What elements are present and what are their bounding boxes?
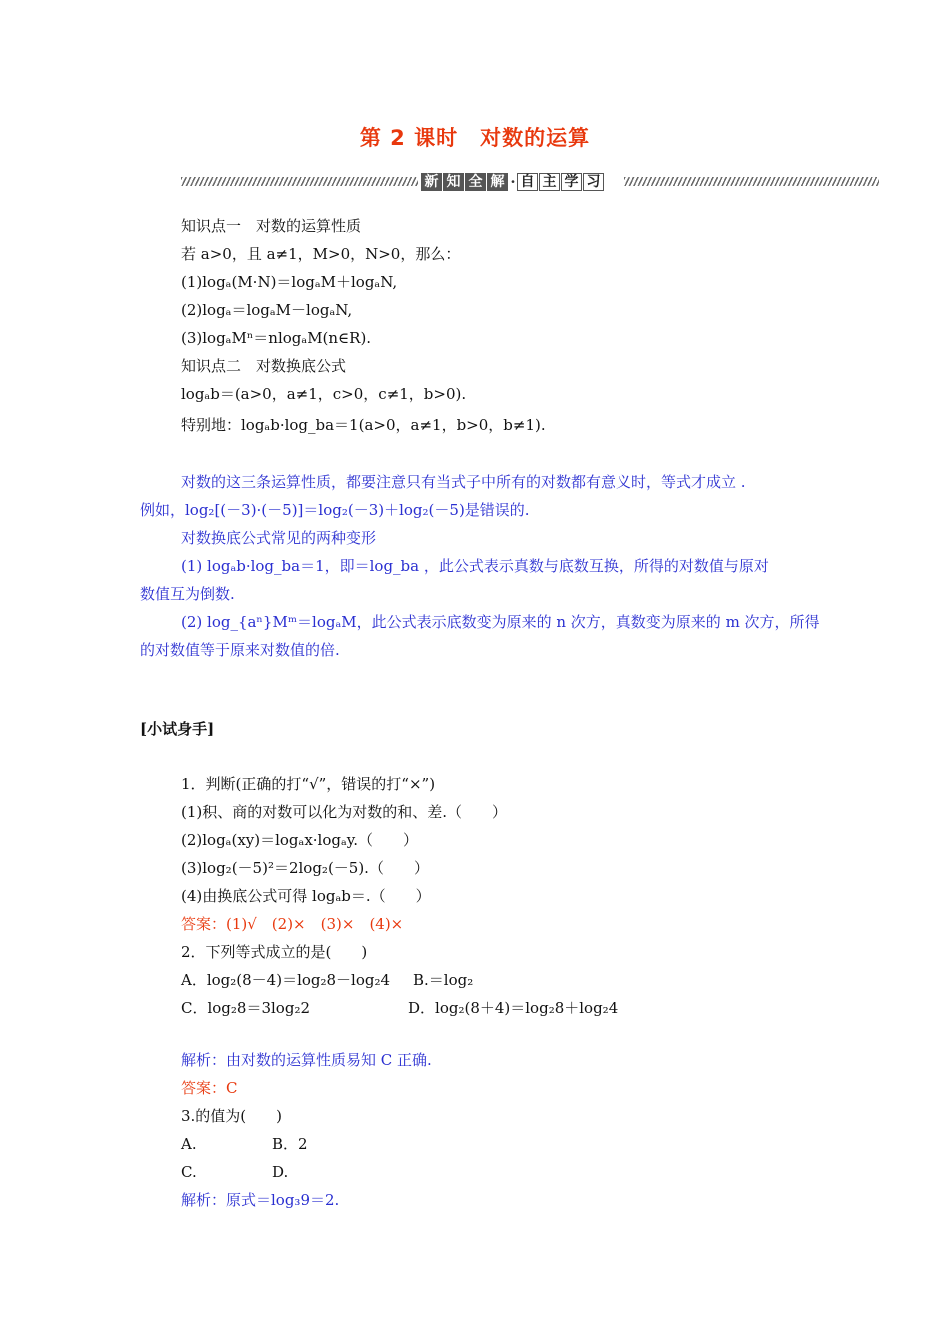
rule-3: (3)logₐMⁿ＝nlogₐM(n∈R). xyxy=(181,329,372,347)
special-case: 特别地：logₐb·log_ba＝1(a>0，a≠1，b>0，b≠1). xyxy=(181,416,546,434)
analysis-3: 解析：原式＝log₃9＝2. xyxy=(181,1191,340,1209)
banner-char: 解 xyxy=(487,173,508,191)
note-line: 的对数值等于原来对数值的倍. xyxy=(140,641,340,659)
banner-char: 习 xyxy=(583,173,604,191)
answer-2: 答案：C xyxy=(181,1079,238,1097)
option-a: A．log₂(8－4)＝log₂8－log₂4 xyxy=(181,971,391,989)
question-1-item: (4)由换底公式可得 logₐb＝.（ ） xyxy=(181,887,431,905)
section-banner xyxy=(181,172,879,192)
note-line: 对数换底公式常见的两种变形 xyxy=(181,529,377,547)
question-1-item: (1)积、商的对数可以化为对数的和、差.（ ） xyxy=(181,803,508,821)
banner-char: 全 xyxy=(465,173,486,191)
option-d: D. xyxy=(272,1163,289,1181)
option-d: D．log₂(8＋4)＝log₂8＋log₂4 xyxy=(408,999,619,1017)
condition-line: 若 a>0，且 a≠1，M>0，N>0，那么： xyxy=(181,245,461,263)
note-line: (1) logₐb·log_ba＝1，即＝log_ba ，此公式表示真数与底数互换，所得的对数值与原对 xyxy=(181,557,769,575)
option-a: A. xyxy=(181,1135,197,1153)
option-c: C. xyxy=(181,1163,197,1181)
change-of-base-formula: logₐb＝(a>0，a≠1，c>0，c≠1，b>0). xyxy=(181,385,467,403)
rule-2: (2)logₐ＝logₐM－logₐN, xyxy=(181,301,353,319)
banner-char: 主 xyxy=(539,173,560,191)
option-c: C．log₂8＝3log₂2 xyxy=(181,999,310,1017)
banner-hatch-right xyxy=(624,177,879,186)
knowledge-point-2-heading: 知识点二 对数换底公式 xyxy=(181,357,347,375)
question-1: 1．判断(正确的打“√”，错误的打“×”) xyxy=(181,775,436,793)
note-line: 数值互为倒数. xyxy=(140,585,235,603)
note-line: 对数的这三条运算性质，都要注意只有当式子中所有的对数都有意义时，等式才成立 . xyxy=(181,473,746,491)
option-b: B.＝log₂ xyxy=(413,971,474,989)
option-b: B．2 xyxy=(272,1135,308,1153)
answer-1: 答案：(1)√ (2)× (3)× (4)× xyxy=(181,915,404,933)
practice-heading: [小试身手] xyxy=(140,720,215,738)
question-1-item: (2)logₐ(xy)＝logₐx·logₐy.（ ） xyxy=(181,831,419,849)
knowledge-point-1-heading: 知识点一 对数的运算性质 xyxy=(181,217,362,235)
analysis-2: 解析：由对数的运算性质易知 C 正确. xyxy=(181,1051,432,1069)
note-line: (2) log_{aⁿ}Mᵐ＝logₐM，此公式表示底数变为原来的 n 次方，真数变为原来的 m 次方，所得 xyxy=(181,613,820,631)
banner-char: 新 xyxy=(421,173,442,191)
page-title: 第 2 课时 对数的运算 xyxy=(359,126,591,150)
question-1-item: (3)log₂(－5)²＝2log₂(－5).（ ） xyxy=(181,859,429,877)
question-2: 2．下列等式成立的是( ) xyxy=(181,943,368,961)
banner-hatch-left xyxy=(181,177,418,186)
banner-char: 自 xyxy=(517,173,538,191)
banner-label xyxy=(421,172,621,192)
banner-char: 学 xyxy=(561,173,582,191)
banner-separator: · xyxy=(510,173,516,191)
rule-1: (1)logₐ(M·N)＝logₐM＋logₐN, xyxy=(181,273,398,291)
banner-char: 知 xyxy=(443,173,464,191)
question-3: 3.的值为( ) xyxy=(181,1107,283,1125)
note-line: 例如，log₂[(－3)·(－5)]＝log₂(－3)＋log₂(－5)是错误的. xyxy=(140,501,530,519)
